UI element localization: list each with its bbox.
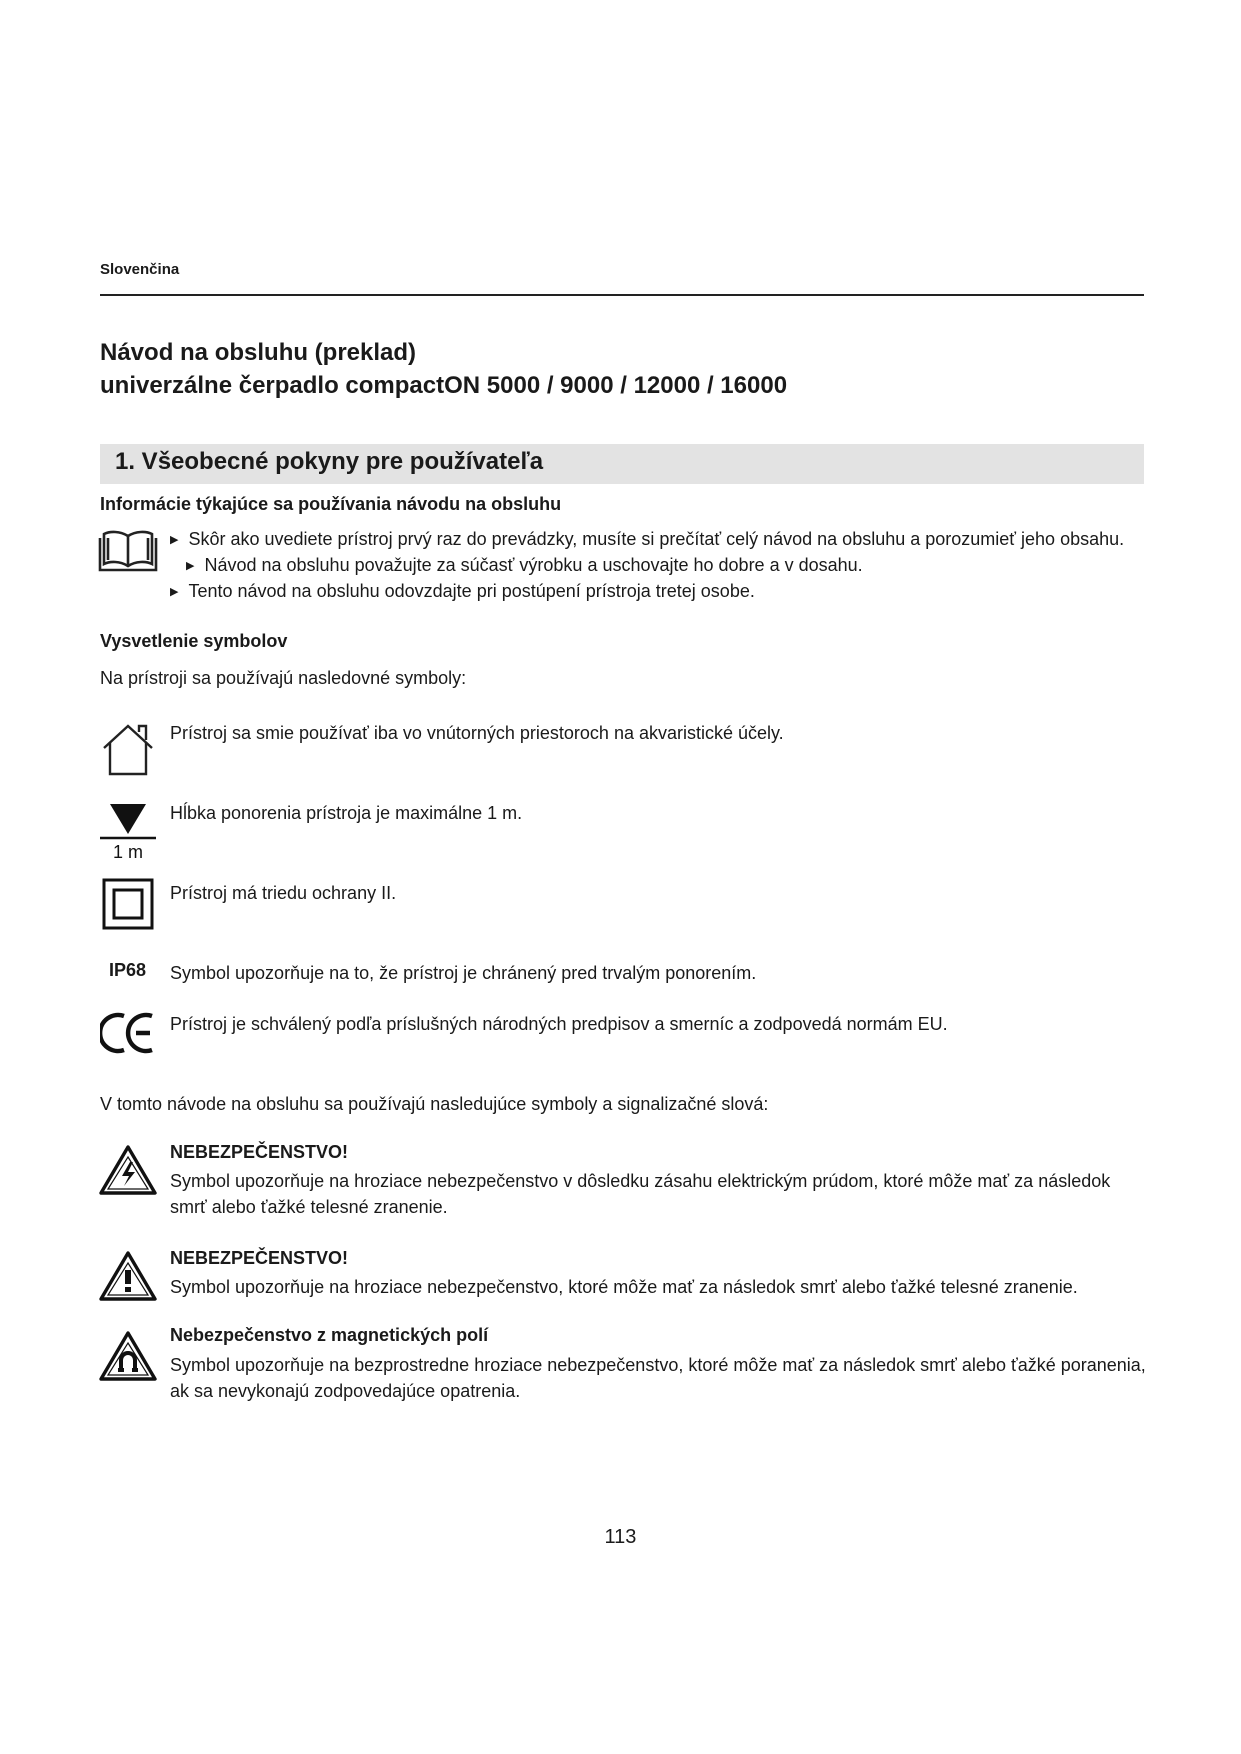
symbols-intro: Na prístroji sa používajú nasledovné symboly: — [100, 668, 467, 688]
signal-title: NEBEZPEČENSTVO! — [170, 1248, 349, 1268]
header-divider — [100, 294, 1144, 296]
signal-intro: V tomto návode na obsluhu sa používajú nasledujúce symboly a signalizačné slová: — [100, 1094, 769, 1114]
signal-description-line: Symbol upozorňuje na hroziace nebezpečenstvo, ktoré môže mať za následok smrť alebo ťažké telesné zranenie. — [170, 1277, 1078, 1297]
immersion-depth-icon — [98, 802, 158, 862]
signal-title: NEBEZPEČENSTVO! — [170, 1142, 349, 1162]
ce-mark-icon — [100, 1010, 156, 1056]
document-title-line2: univerzálne čerpadlo compactON 5000 / 9000 / 12000 / 16000 — [100, 372, 788, 399]
symbols-heading: Vysvetlenie symbolov — [100, 631, 288, 651]
symbol-description: Symbol upozorňuje na to, že prístroj je chránený pred trvalým ponorením. — [170, 963, 757, 983]
magnetic-field-icon — [98, 1330, 158, 1382]
bullet-item: ▶ Tento návod na obsluhu odovzdajte pri postúpení prístroja tretej osobe. — [170, 581, 755, 601]
symbol-description: Prístroj je schválený podľa príslušných národných predpisov a smerníc a zodpovedá normám EU. — [170, 1014, 948, 1034]
book-icon — [98, 528, 158, 574]
symbol-description: Prístroj sa smie používať iba vo vnútorných priestoroch na akvaristické účely. — [170, 723, 784, 743]
signal-title: Nebezpečenstvo z magnetických polí — [170, 1325, 489, 1345]
document-title-line1: Návod na obsluhu (preklad) — [100, 339, 417, 366]
symbol-description: Prístroj má triedu ochrany II. — [170, 883, 397, 903]
signal-description-line: Symbol upozorňuje na bezprostredne hroziace nebezpečenstvo, ktoré môže mať za následok smrť alebo ťažké poranenia, — [170, 1355, 1146, 1375]
ip68-label: IP68 — [109, 960, 147, 980]
general-warning-icon — [98, 1250, 158, 1302]
immersion-depth-label: 1 m — [112, 842, 144, 862]
signal-description-line: smrť alebo ťažké telesné zranenie. — [170, 1197, 448, 1217]
symbol-description: Hĺbka ponorenia prístroja je maximálne 1 m. — [170, 803, 523, 823]
signal-description-line: Symbol upozorňuje na hroziace nebezpečenstvo v dôsledku zásahu elektrickým prúdom, ktoré môže mať za následok — [170, 1171, 1111, 1191]
document-title — [100, 336, 787, 402]
section-heading: 1. Všeobecné pokyny pre používateľa — [115, 448, 544, 475]
house-indoor-icon — [98, 722, 158, 778]
bullet-item: ▶ Návod na obsluhu považujte za súčasť výrobku a uschovajte ho dobre a v dosahu. — [186, 555, 863, 575]
protection-class-ii-icon — [102, 878, 154, 930]
signal-description-line: ak sa nevykonajú zodpovedajúce opatrenia. — [170, 1381, 521, 1401]
electric-hazard-icon — [98, 1144, 158, 1196]
info-heading: Informácie týkajúce sa používania návodu na obsluhu — [100, 494, 562, 514]
language-label: Slovenčina — [100, 261, 180, 278]
page-number: 113 — [604, 1526, 637, 1548]
bullet-item: ▶ Skôr ako uvediete prístroj prvý raz do prevádzky, musíte si prečítať celý návod na obsluhu a porozumieť jeho obsahu. — [170, 529, 1125, 549]
